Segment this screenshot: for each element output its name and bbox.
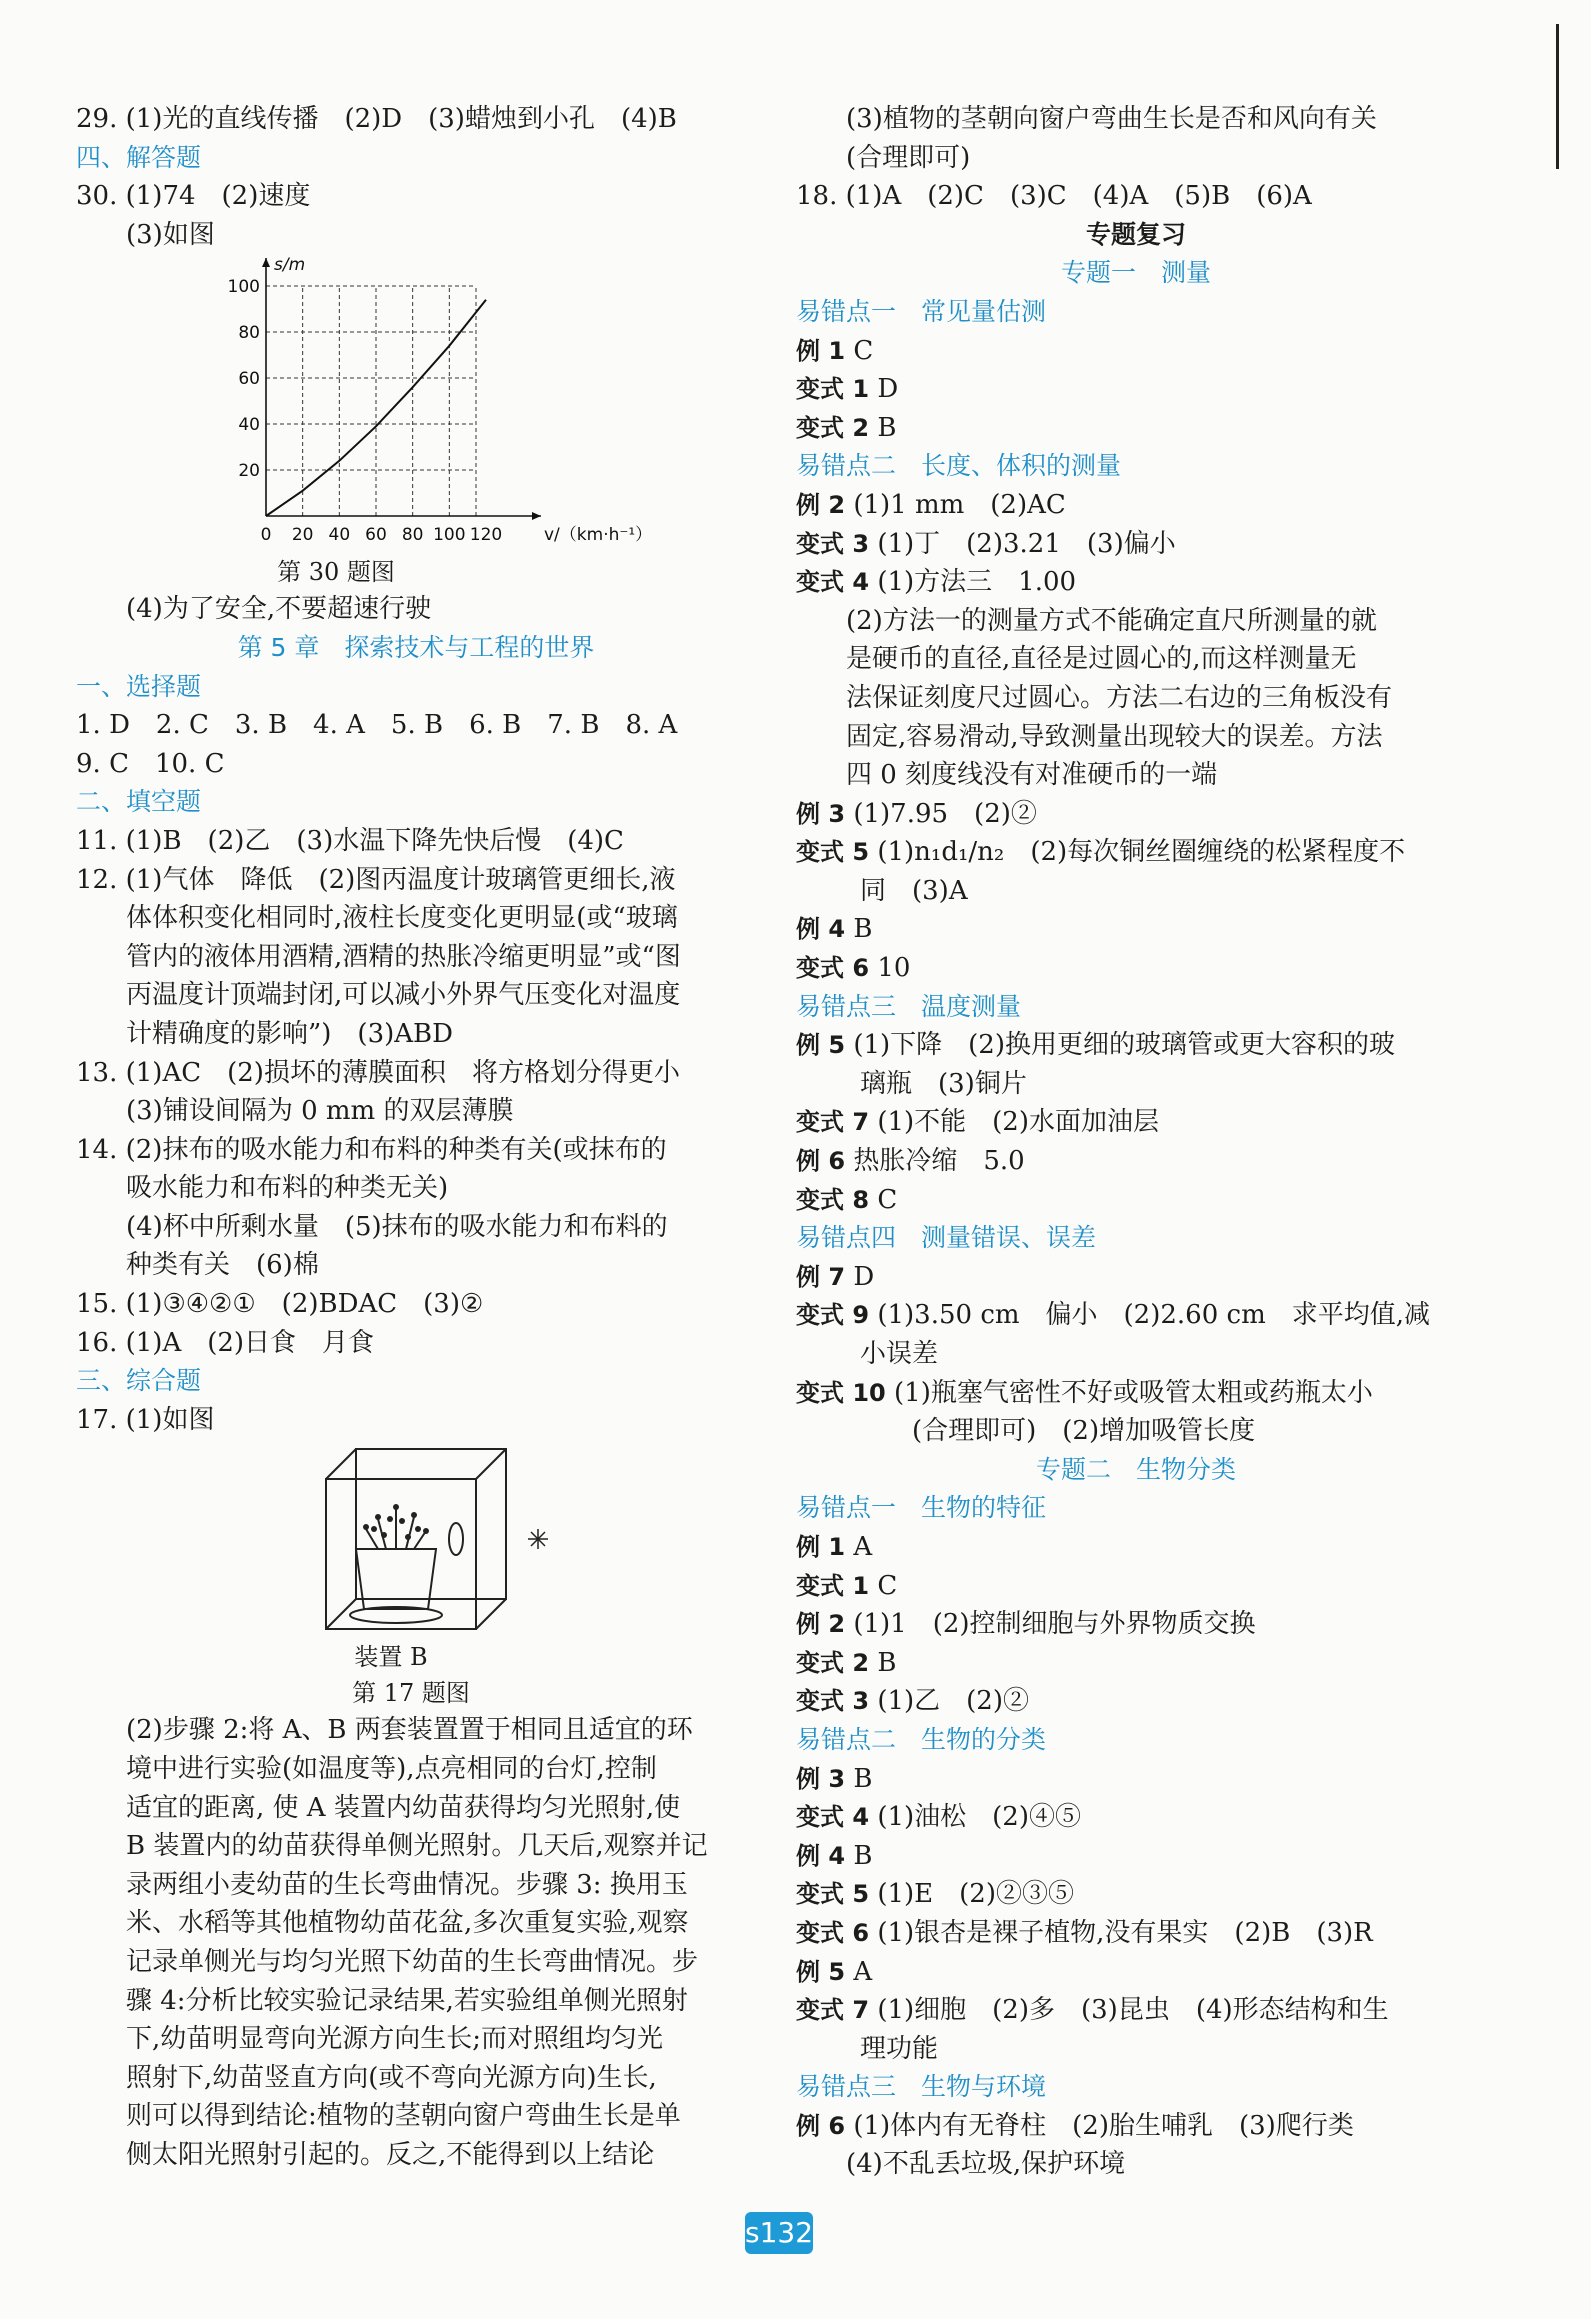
example-label: 例 6 <box>796 2111 846 2140</box>
example-4 <box>796 910 1476 949</box>
variant-label: 变式 1 <box>796 375 870 404</box>
x-axis-label: v/（km·h⁻¹） <box>544 525 653 546</box>
section-heading-4: 四、解答题 <box>76 142 202 172</box>
example-label: 例 5 <box>796 1957 846 1986</box>
variant-6 <box>796 949 1476 988</box>
variant-5 <box>796 833 1476 872</box>
answer-14-c: (4)杯中所剩水量 (5)抹布的吸水能力和布料的 <box>126 1211 668 1242</box>
variant-label: 变式 10 <box>796 1378 886 1407</box>
speed-distance-chart <box>196 254 653 554</box>
y-tick-label: 100 <box>227 277 260 298</box>
variant-label: 变式 1 <box>796 1571 870 1600</box>
y-tick-label: 20 <box>238 461 260 482</box>
figure-17-container <box>76 1439 756 1639</box>
right-column <box>796 100 1476 2184</box>
answer-17-2-line-1: (2)步骤 2:将 A、B 两套装置置于相同且适宜的环 <box>126 1715 693 1746</box>
example-label: 例 4 <box>796 915 846 944</box>
variant-label: 变式 4 <box>796 568 870 597</box>
x-tick-label: 100 <box>433 525 466 546</box>
bio-variant-2 <box>796 1644 1476 1683</box>
variant-label: 变式 3 <box>796 1687 870 1716</box>
answer-30: 30. (1)74 (2)速度 <box>76 181 311 212</box>
bio-variant-4 <box>796 1798 1476 1837</box>
variant-label: 变式 6 <box>796 1918 870 1947</box>
variant-1 <box>796 370 1476 409</box>
variant-answer: (1)方法三 1.00 <box>877 567 1077 598</box>
bio-example-4 <box>796 1837 1476 1876</box>
topic-2-heading: 专题二 生物分类 <box>1035 1454 1236 1484</box>
variant-4-line-b: (2)方法一的测量方式不能确定直尺所测量的就 <box>846 605 1377 636</box>
error-point-1-heading: 易错点一 常见量估测 <box>796 296 1047 326</box>
example-answer: 热胀冷缩 5.0 <box>853 1146 1025 1177</box>
error-point-4-heading: 易错点四 测量错误、误差 <box>796 1223 1097 1253</box>
example-label: 例 2 <box>796 1610 846 1639</box>
device-label: 装置 B <box>354 1643 428 1672</box>
error-point-3-heading: 易错点三 温度测量 <box>796 991 1022 1021</box>
answer-14-a: 14. (2)抹布的吸水能力和布料的种类有关(或抹布的 <box>76 1134 667 1165</box>
y-tick-label: 60 <box>238 369 260 390</box>
x-tick-label: 60 <box>365 525 387 546</box>
variant-answer: (1)E (2)②③⑤ <box>877 1879 1074 1910</box>
bio-error-point-3-heading: 易错点三 生物与环境 <box>796 2072 1047 2102</box>
example-answer: (1)体内有无脊柱 (2)胎生哺乳 (3)爬行类 <box>853 2110 1354 2141</box>
variant-answer: 10 <box>877 953 911 984</box>
answer-17-2-line-8: 骤 4:分析比较实验记录结果,若实验组单侧光照射 <box>126 1985 688 2016</box>
variant-answer: (1)不能 (2)水面加油层 <box>877 1107 1159 1138</box>
example-answer: (1)1 mm (2)AC <box>853 489 1066 520</box>
variant-answer: C <box>877 1570 898 1601</box>
variant-4-line-f: 四 0 刻度线没有对准硬币的一端 <box>846 760 1218 791</box>
answer-11: 11. (1)B (2)乙 (3)水温下降先快后慢 (4)C <box>76 825 624 856</box>
answer-12-c: 管内的液体用酒精,酒精的热胀冷缩更明显”或“图 <box>126 941 681 972</box>
example-label: 例 3 <box>796 799 846 828</box>
variant-answer: (1)乙 (2)② <box>877 1686 1029 1717</box>
bio-example-5 <box>796 1953 1476 1992</box>
left-column <box>76 100 756 2175</box>
variant-answer: B <box>877 412 897 443</box>
x-tick-label: 40 <box>328 525 351 546</box>
answer-13-b: (3)铺设间隔为 0 mm 的双层薄膜 <box>126 1096 514 1127</box>
error-point-2-heading: 易错点二 长度、体积的测量 <box>796 451 1122 481</box>
answer-30-3: (3)如图 <box>126 219 215 250</box>
answer-30-4: (4)为了安全,不要超速行驶 <box>126 594 432 625</box>
variant-answer: (1)3.50 cm 偏小 (2)2.60 cm 求平均值,减 <box>877 1300 1430 1331</box>
section-heading-1: 一、选择题 <box>76 671 202 701</box>
y-axis-label: s/m <box>274 255 306 276</box>
variant-8 <box>796 1181 1476 1220</box>
figure-17-caption: 第 17 题图 <box>352 1679 470 1708</box>
example-2 <box>796 486 1476 525</box>
variant-label: 变式 7 <box>796 1108 870 1137</box>
example-label: 例 4 <box>796 1841 846 1870</box>
variant-4-line-e: 固定,容易滑动,导致测量出现较大的误差。方法 <box>846 721 1383 752</box>
variant-label: 变式 5 <box>796 1880 870 1909</box>
example-answer: B <box>853 914 873 945</box>
topic-1-heading: 专题一 测量 <box>1060 258 1211 288</box>
variant-2 <box>796 409 1476 448</box>
x-tick-label: 80 <box>401 525 424 546</box>
bio-variant-6 <box>796 1914 1476 1953</box>
variant-4-line-d: 法保证刻度尺过圆心。方法二右边的三角板没有 <box>846 682 1393 713</box>
example-answer: A <box>853 1956 873 1987</box>
chapter-5-heading: 第 5 章 探索技术与工程的世界 <box>237 632 595 662</box>
variant-answer: (1)n₁d₁/n₂ (2)每次铜丝圈缠绕的松紧程度不 <box>877 837 1406 868</box>
answer-17-2-line-9: 下,幼苗明显弯向光源方向生长;而对照组均匀光 <box>126 2024 664 2055</box>
variant-4-line-c: 是硬币的直径,直径是过圆心的,而这样测量无 <box>846 644 1357 675</box>
variant-3 <box>796 525 1476 564</box>
answer-15: 15. (1)③④②① (2)BDAC (3)② <box>76 1289 484 1320</box>
x-tick-label: 20 <box>291 525 314 546</box>
variant-label: 变式 3 <box>796 529 870 558</box>
answer-17-2-line-7: 记录单侧光与均匀光照下幼苗的生长弯曲情况。步 <box>126 1947 699 1977</box>
bio-error-point-2-heading: 易错点二 生物的分类 <box>796 1724 1047 1754</box>
example-1 <box>796 332 1476 371</box>
example-answer: C <box>853 335 874 366</box>
bio-variant-1 <box>796 1567 1476 1606</box>
example-6 <box>796 1142 1476 1181</box>
edge-mark <box>1556 24 1559 169</box>
example-5-line-b: 璃瓶 (3)铜片 <box>860 1068 1027 1099</box>
example-5 <box>796 1026 1476 1065</box>
answer-17-3-note: (合理即可) <box>846 142 971 173</box>
example-answer: (1)1 (2)控制细胞与外界物质交换 <box>853 1609 1256 1640</box>
answer-17-2-line-2: 境中进行实验(如温度等),点亮相同的台灯,控制 <box>126 1754 657 1785</box>
answer-17: 17. (1)如图 <box>76 1404 215 1435</box>
answer-12-e: 计精确度的影响”) (3)ABD <box>126 1018 453 1049</box>
variant-label: 变式 6 <box>796 954 870 983</box>
bio-variant-7-line-b: 理功能 <box>860 2033 939 2064</box>
bio-example-2 <box>796 1605 1476 1644</box>
answer-12-b: 体体积变化相同时,液柱长度变化更明显(或“玻璃 <box>126 903 678 934</box>
answer-16: 16. (1)A (2)日食 月食 <box>76 1327 375 1358</box>
x-axis-arrow <box>532 512 541 520</box>
y-axis-arrow <box>262 258 270 267</box>
bio-example-3 <box>796 1760 1476 1799</box>
answer-17-2-line-6: 米、水稻等其他植物幼苗花盆,多次重复实验,观察 <box>126 1908 689 1939</box>
review-heading: 专题复习 <box>1085 219 1186 249</box>
answer-17-3: (3)植物的茎朝向窗户弯曲生长是否和风向有关 <box>846 104 1377 134</box>
multiple-choice-1: 1. D 2. C 3. B 4. A 5. B 6. B 7. B 8. A <box>76 710 678 741</box>
variant-answer: B <box>877 1647 897 1678</box>
x-tick-label: 120 <box>469 525 503 546</box>
variant-answer: (1)细胞 (2)多 (3)昆虫 (4)形态结构和生 <box>877 1995 1389 2026</box>
variant-label: 变式 9 <box>796 1301 870 1330</box>
example-answer: D <box>853 1261 875 1292</box>
variant-10-line-b: (合理即可) (2)增加吸管长度 <box>912 1416 1256 1447</box>
variant-label: 变式 2 <box>796 413 870 442</box>
answer-13-a: 13. (1)AC (2)损坏的薄膜面积 将方格划分得更小 <box>76 1057 680 1088</box>
answer-17-2-line-4: B 装置内的幼苗获得单侧光照射。几天后,观察并记 <box>126 1831 708 1862</box>
example-answer: (1)下降 (2)换用更细的玻璃管或更大容积的玻 <box>853 1030 1395 1061</box>
example-label: 例 1 <box>796 336 846 365</box>
example-label: 例 5 <box>796 1031 846 1060</box>
variant-label: 变式 5 <box>796 838 870 867</box>
example-label: 例 1 <box>796 1532 846 1561</box>
variant-9-line-b: 小误差 <box>860 1339 939 1369</box>
section-heading-2: 二、填空题 <box>76 787 202 817</box>
device-b-figure <box>316 1439 576 1639</box>
bio-example-6-line-b: (4)不乱丢垃圾,保护环境 <box>846 2149 1126 2180</box>
example-answer: B <box>853 1840 873 1871</box>
variant-answer: (1)丁 (2)3.21 (3)偏小 <box>877 528 1176 559</box>
variant-label: 变式 7 <box>796 1996 870 2025</box>
bio-example-6 <box>796 2107 1476 2146</box>
bio-variant-5 <box>796 1875 1476 1914</box>
page-number-badge: s132 <box>745 2212 813 2254</box>
x-tick-label: 0 <box>260 525 272 546</box>
answer-12-d: 丙温度计顶端封闭,可以减小外界气压变化对温度 <box>126 980 681 1011</box>
bio-variant-3 <box>796 1682 1476 1721</box>
answer-17-2-line-10: 照射下,幼苗竖直方向(或不弯向光源方向)生长, <box>126 2062 657 2093</box>
bio-error-point-1-heading: 易错点一 生物的特征 <box>796 1493 1047 1523</box>
answer-18: 18. (1)A (2)C (3)C (4)A (5)B (6)A <box>796 181 1312 212</box>
example-7 <box>796 1258 1476 1297</box>
example-answer: B <box>853 1763 873 1794</box>
variant-9 <box>796 1296 1476 1335</box>
chart-container <box>76 254 756 554</box>
variant-answer: (1)瓶塞气密性不好或吸管太粗或药瓶太小 <box>894 1377 1373 1408</box>
answer-12-a: 12. (1)气体 降低 (2)图丙温度计玻璃管更细长,液 <box>76 864 676 895</box>
example-label: 例 7 <box>796 1262 846 1291</box>
variant-answer: D <box>877 374 899 405</box>
variant-answer: C <box>877 1184 898 1215</box>
answer-14-b: 吸水能力和布料的种类无关) <box>126 1173 449 1204</box>
y-tick-label: 40 <box>238 415 260 436</box>
example-label: 例 3 <box>796 1764 846 1793</box>
example-answer: A <box>853 1531 873 1562</box>
answer-17-2-line-11: 则可以得到结论:植物的茎朝向窗户弯曲生长是单 <box>126 2101 681 2132</box>
variant-label: 变式 4 <box>796 1803 870 1832</box>
variant-5-line-b: 同 (3)A <box>860 875 968 906</box>
example-label: 例 2 <box>796 490 846 519</box>
chart-caption: 第 30 题图 <box>277 558 395 587</box>
variant-4 <box>796 563 1476 602</box>
multiple-choice-2: 9. C 10. C <box>76 748 225 779</box>
variant-answer: (1)油松 (2)④⑤ <box>877 1802 1081 1833</box>
y-tick-label: 80 <box>238 323 260 344</box>
section-heading-3: 三、综合题 <box>76 1366 202 1396</box>
bio-variant-7 <box>796 1991 1476 2030</box>
variant-label: 变式 8 <box>796 1185 870 1214</box>
answer-17-2-line-3: 适宜的距离, 使 A 装置内幼苗获得均匀光照射,使 <box>126 1792 681 1823</box>
variant-7 <box>796 1103 1476 1142</box>
example-3 <box>796 795 1476 834</box>
variant-10 <box>796 1374 1476 1413</box>
answer-29: 29. (1)光的直线传播 (2)D (3)蜡烛到小孔 (4)B <box>76 104 677 134</box>
answer-14-d: 种类有关 (6)棉 <box>126 1250 319 1281</box>
example-label: 例 6 <box>796 1147 846 1176</box>
bio-example-1 <box>796 1528 1476 1567</box>
variant-label: 变式 2 <box>796 1648 870 1677</box>
answer-17-2-line-5: 录两组小麦幼苗的生长弯曲情况。步骤 3: 换用玉 <box>126 1869 688 1900</box>
example-answer: (1)7.95 (2)② <box>853 798 1037 829</box>
variant-answer: (1)银杏是裸子植物,没有果实 (2)B (3)R <box>877 1917 1373 1948</box>
answer-17-2-line-12: 侧太阳光照射引起的。反之,不能得到以上结论 <box>126 2139 655 2170</box>
